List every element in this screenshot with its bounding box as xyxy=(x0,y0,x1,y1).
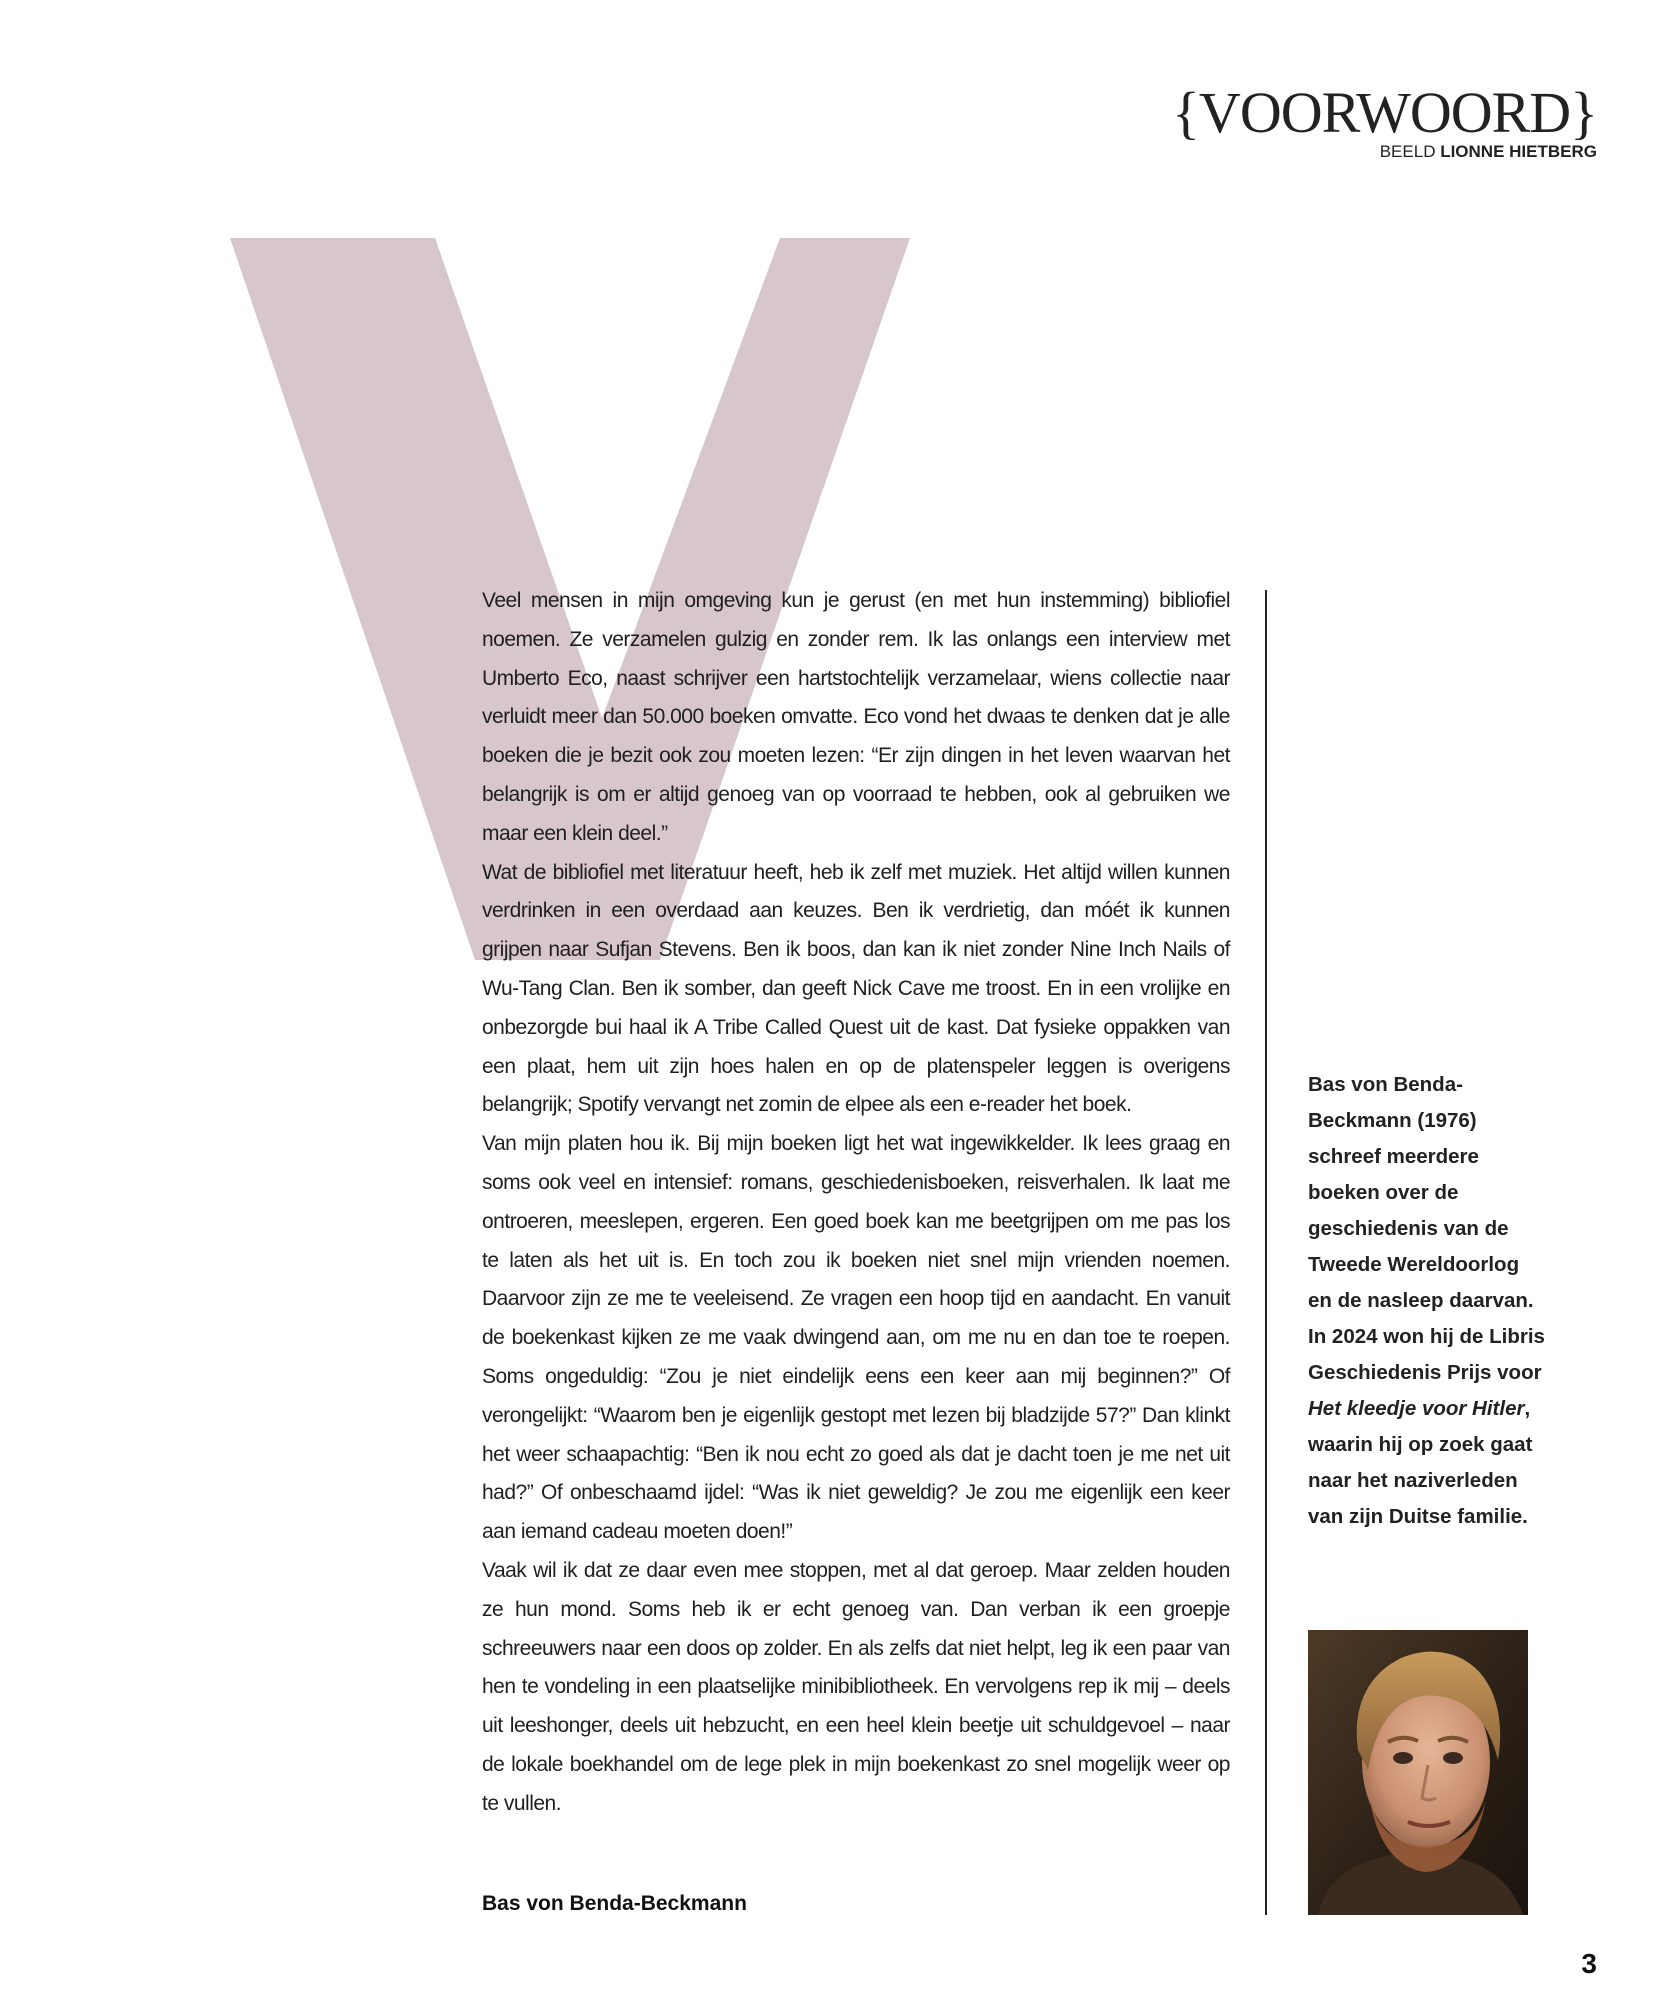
article-paragraph-1: Veel mensen in mijn omgeving kun je gerust (en met hun instemming) bibliofiel noemen. Ze verzamelen gulzig en zonder rem. Ik las onlangs een interview met Umberto Eco, naast schrijver een hartstochtelijk verzamelaar, wiens collectie naar verluidt meer dan 50.000 boeken omvatte. Eco vond het dwaas te denken dat je alle boeken die je bezit ook zou moeten lezen: “Er zijn dingen in het leven waarvan het belangrijk is om er altijd genoeg van op voorraad te hebben, ook al gebruiken we maar een klein deel.” xyxy=(482,589,1230,845)
page-number: 3 xyxy=(1581,1948,1597,1979)
section-title: {VOORWOORD} xyxy=(1172,80,1597,145)
article-paragraph-2: Wat de bibliofiel met literatuur heeft, heb ik zelf met muziek. Het altijd willen kunnen verdrinken in een overdaad aan keuzes. Ben ik verdrietig, dan móét ik kunnen grijpen naar Sufjan Stevens. Ben ik boos, dan kan ik niet zonder Nine Inch Nails of Wu-Tang Clan. Ben ik somber, dan geeft Nick Cave me troost. En in een vrolijke en onbezorgde bui haal ik A Tribe Called Quest uit de kast. Dat fysieke oppakken van een plaat, hem uit zijn hoes halen en op de platenspeler leggen is overigens belangrijk; Spotify vervangt net zomin de elpee als een e-reader het boek. xyxy=(482,860,1230,1117)
article-body xyxy=(482,582,1230,1824)
credit-label: BEELD xyxy=(1379,142,1436,161)
article-paragraph-3: Van mijn platen hou ik. Bij mijn boeken ligt het wat ingewikkelder. Ik lees graag en soms ook veel en intensief: romans, geschiedenisboeken, reisverhalen. Ik laat me ontroeren, meeslepen, ergeren. Een goed boek kan me beetgrijpen om me pas los te laten als het uit is. En toch zou ik boeken niet snel mijn vrienden noemen. Daarvoor zijn ze me te veeleisend. Ze vragen een hoop tijd en aandacht. En vanuit de boekenkast kijken ze me vaak dwingend aan, om me nu en dan toe te roepen. Soms ongeduldig: “Zou je niet eindelijk eens een keer aan mij beginnen?” Of verongelijkt: “Waarom ben je eigenlijk gestopt met lezen bij bladzijde 57?” Dan klinkt het weer schaapachtig: “Ben ik nou echt zo goed als dat je dacht toen je me net uit had?” Of onbeschaamd ijdel: “Was ik niet geweldig? Je zou me eigenlijk een keer aan iemand cadeau moeten doen!” xyxy=(482,1132,1230,1544)
author-signature: Bas von Benda-Beckmann xyxy=(482,1892,747,1915)
photo-credit xyxy=(1380,142,1597,162)
credit-name: LIONNE HIETBERG xyxy=(1440,142,1597,161)
author-portrait xyxy=(1308,1630,1528,1915)
column-divider xyxy=(1265,590,1267,1915)
bio-book-title: Het kleedje voor Hitler xyxy=(1308,1397,1525,1420)
bio-text-end: , waarin hij op zoek gaat naar het naziverleden van zijn Duitse familie. xyxy=(1308,1397,1533,1528)
bio-text-start: Bas von Benda-Beckmann (1976) schreef meerdere boeken over de geschiedenis van de Tweede Wereldoorlog en de nasleep daarvan. In 2024 won hij de Libris Geschiedenis Prijs voor xyxy=(1308,1073,1545,1384)
author-bio xyxy=(1308,1067,1548,1535)
article-paragraph-4: Vaak wil ik dat ze daar even mee stoppen, met al dat geroep. Maar zelden houden ze hun mond. Soms heb ik er echt genoeg van. Dan verban ik een groepje schreeuwers naar een doos op zolder. En als zelfs dat niet helpt, leg ik een paar van hen te vondeling in een plaatselijke minibibliotheek. En vervolgens rep ik mij – deels uit leeshonger, deels uit hebzucht, en een heel klein beetje uit schuldgevoel – naar de lokale boekhandel om de lege plek in mijn boekenkast zo snel mogelijk weer op te vullen. xyxy=(482,1558,1230,1815)
